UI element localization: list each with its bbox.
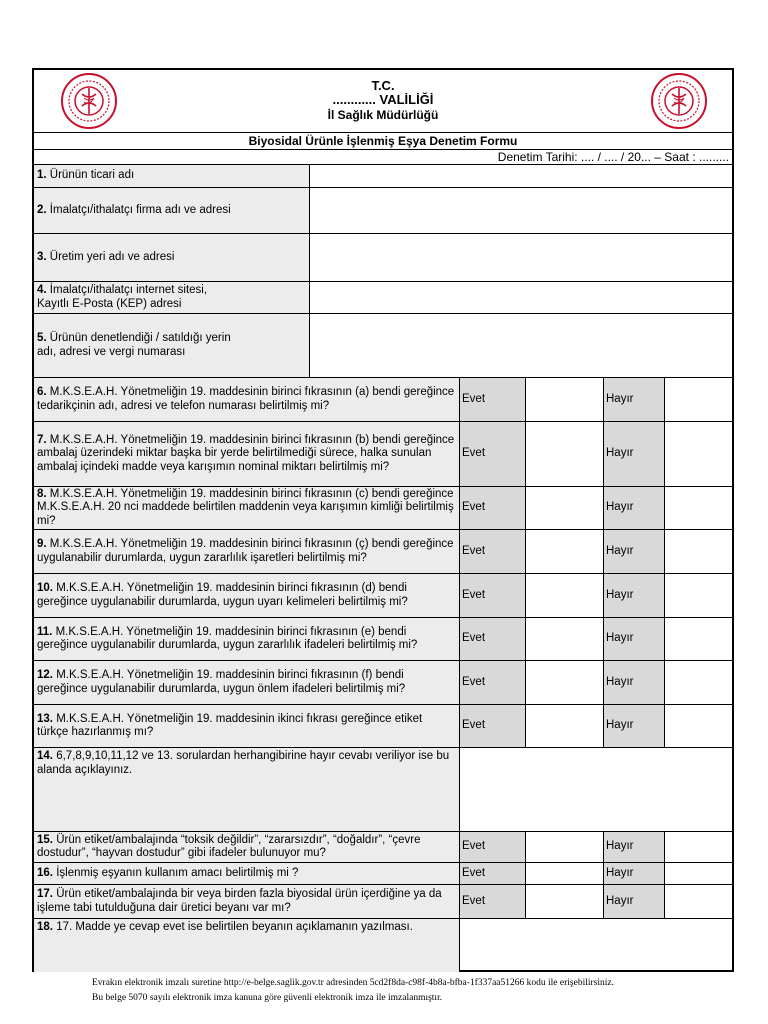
header-directorate: İl Sağlık Müdürlüğü (327, 108, 439, 122)
no-checkbox-11[interactable] (664, 618, 734, 660)
header-governorship: ............ VALİLİĞİ (332, 92, 434, 107)
no-checkbox-7[interactable] (664, 422, 734, 486)
question-16: 16. İşlenmiş eşyanın kullanım amacı belirtilmiş mi ? (34, 863, 459, 884)
yes-label-11: Evet (459, 618, 525, 660)
question-6: 6. M.K.S.E.A.H. Yönetmeliğin 19. maddesinin birinci fıkrasının (a) bendi gereğince tedarikçinin adı, adresi ve telefon numarası belirtilmiş mi? (34, 378, 459, 421)
no-label-12: Hayır (603, 661, 664, 704)
yes-label-13: Evet (459, 705, 525, 747)
no-checkbox-9[interactable] (664, 530, 734, 573)
info-row-3: 3. Üretim yeri adı ve adresi (34, 234, 309, 281)
yes-label-16: Evet (459, 863, 525, 884)
question-9: 9. M.K.S.E.A.H. Yönetmeliğin 19. maddesinin birinci fıkrasının (ç) bendi gereğince uygulanabilir durumlarda, uygun zararlılık işaretleri belirtilmiş mi? (34, 530, 459, 573)
no-label-13: Hayır (603, 705, 664, 747)
no-label-11: Hayır (603, 618, 664, 660)
no-label-8: Hayır (603, 487, 664, 529)
no-label-17: Hayır (603, 885, 664, 918)
question-7: 7. M.K.S.E.A.H. Yönetmeliğin 19. maddesinin birinci fıkrasının (b) bendi gereğince ambalaj üzerindeki miktar başka bir yerde belirtilmediği sürece, halka sunulan ambalaj içindeki madde veya karışımın nominal miktarı belirtilmiş mi? (34, 422, 459, 486)
no-label-6: Hayır (603, 378, 664, 421)
info-row-1: 1. Ürünün ticari adı (34, 165, 309, 187)
yes-checkbox-13[interactable] (525, 705, 603, 747)
form-frame (32, 68, 734, 972)
question-15: 15. Ürün etiket/ambalajında “toksik değildir”, “zararsızdır”, “doğaldır”, “çevre dostudur”, “hayvan dostudur” gibi ifadeler bulunuyor mu? (34, 832, 459, 862)
yes-label-15: Evet (459, 832, 525, 862)
header-tc: T.C. (371, 78, 395, 93)
question-10: 10. M.K.S.E.A.H. Yönetmeliğin 19. maddesinin birinci fıkrasının (d) bendi gereğince uygulanabilir durumlarda, uygun uyarı kelimeleri belirtilmiş mi? (34, 574, 459, 617)
yes-checkbox-11[interactable] (525, 618, 603, 660)
no-checkbox-12[interactable] (664, 661, 734, 704)
yes-checkbox-8[interactable] (525, 487, 603, 529)
footer-signature-note: Bu belge 5070 sayılı elektronik imza kanuna göre güvenli elektronik imza ile imzalanmıştır. (92, 993, 443, 1003)
yes-label-12: Evet (459, 661, 525, 704)
yes-checkbox-9[interactable] (525, 530, 603, 573)
yes-checkbox-17[interactable] (525, 885, 603, 918)
no-checkbox-6[interactable] (664, 378, 734, 421)
no-label-10: Hayır (603, 574, 664, 617)
question-11: 11. M.K.S.E.A.H. Yönetmeliğin 19. maddesinin birinci fıkrasının (e) bendi gereğince uygulanabilir durumlarda, uygun zararlılık ifadeleri belirtilmiş mi? (34, 618, 459, 660)
no-label-16: Hayır (603, 863, 664, 884)
yes-label-17: Evet (459, 885, 525, 918)
info-row-4: 4. İmalatçı/ithalatçı internet sitesi, Kayıtlı E-Posta (KEP) adresi (34, 282, 309, 313)
form-title: Biyosidal Ürünle İşlenmiş Eşya Denetim Formu (248, 134, 518, 148)
no-checkbox-16[interactable] (664, 863, 734, 884)
yes-checkbox-12[interactable] (525, 661, 603, 704)
no-checkbox-15[interactable] (664, 832, 734, 862)
inspection-date-line: Denetim Tarihi: .... / .... / 20... – Saat : ......... (497, 150, 729, 164)
no-checkbox-8[interactable] (664, 487, 734, 529)
footer-verification: Evrakın elektronik imzalı suretine http://e-belge.saglik.gov.tr adresinden 5cd2f8da-c98f-4b8a-bfba-1f337aa51266 kodu ile erişebilirsiniz. (92, 978, 614, 988)
question-18: 18. 17. Madde ye cevap evet ise belirtilen beyanın açıklamanın yazılması. (34, 918, 459, 972)
question-12: 12. M.K.S.E.A.H. Yönetmeliğin 19. maddesinin birinci fıkrasının (f) bendi gereğince uygulanabilir durumlarda, uygun önlem ifadeleri belirtilmiş mi? (34, 661, 459, 704)
yes-checkbox-16[interactable] (525, 863, 603, 884)
question-8: 8. M.K.S.E.A.H. Yönetmeliğin 19. maddesinin birinci fıkrasının (c) bendi gereğince M.K.S.E.A.H. 20 nci maddede belirtilen maddenin veya karışımın kimliği belirtilmiş mi? (34, 487, 459, 529)
question-17: 17. Ürün etiket/ambalajında bir veya birden fazla biyosidal ürün içerdiğine ya da işleme tabi tutulduğuna dair üretici beyanı var mı? (34, 885, 459, 918)
question-14: 14. 6,7,8,9,10,11,12 ve 13. sorulardan herhangibirine hayır cevabı veriliyor ise bu alanda açıklayınız. (34, 747, 459, 831)
no-label-9: Hayır (603, 530, 664, 573)
no-label-15: Hayır (603, 832, 664, 862)
no-label-7: Hayır (603, 422, 664, 486)
yes-checkbox-15[interactable] (525, 832, 603, 862)
no-checkbox-10[interactable] (664, 574, 734, 617)
yes-checkbox-10[interactable] (525, 574, 603, 617)
no-checkbox-17[interactable] (664, 885, 734, 918)
info-row-5: 5. Ürünün denetlendiği / satıldığı yerin adı, adresi ve vergi numarası (34, 314, 309, 377)
yes-label-6: Evet (459, 378, 525, 421)
yes-checkbox-6[interactable] (525, 378, 603, 421)
info-row-2: 2. İmalatçı/ithalatçı firma adı ve adresi (34, 188, 309, 233)
yes-checkbox-7[interactable] (525, 422, 603, 486)
yes-label-9: Evet (459, 530, 525, 573)
question-13: 13. M.K.S.E.A.H. Yönetmeliğin 19. maddesinin ikinci fıkrası gereğince etiket türkçe hazırlanmış mı? (34, 705, 459, 747)
yes-label-7: Evet (459, 422, 525, 486)
yes-label-8: Evet (459, 487, 525, 529)
no-checkbox-13[interactable] (664, 705, 734, 747)
yes-label-10: Evet (459, 574, 525, 617)
